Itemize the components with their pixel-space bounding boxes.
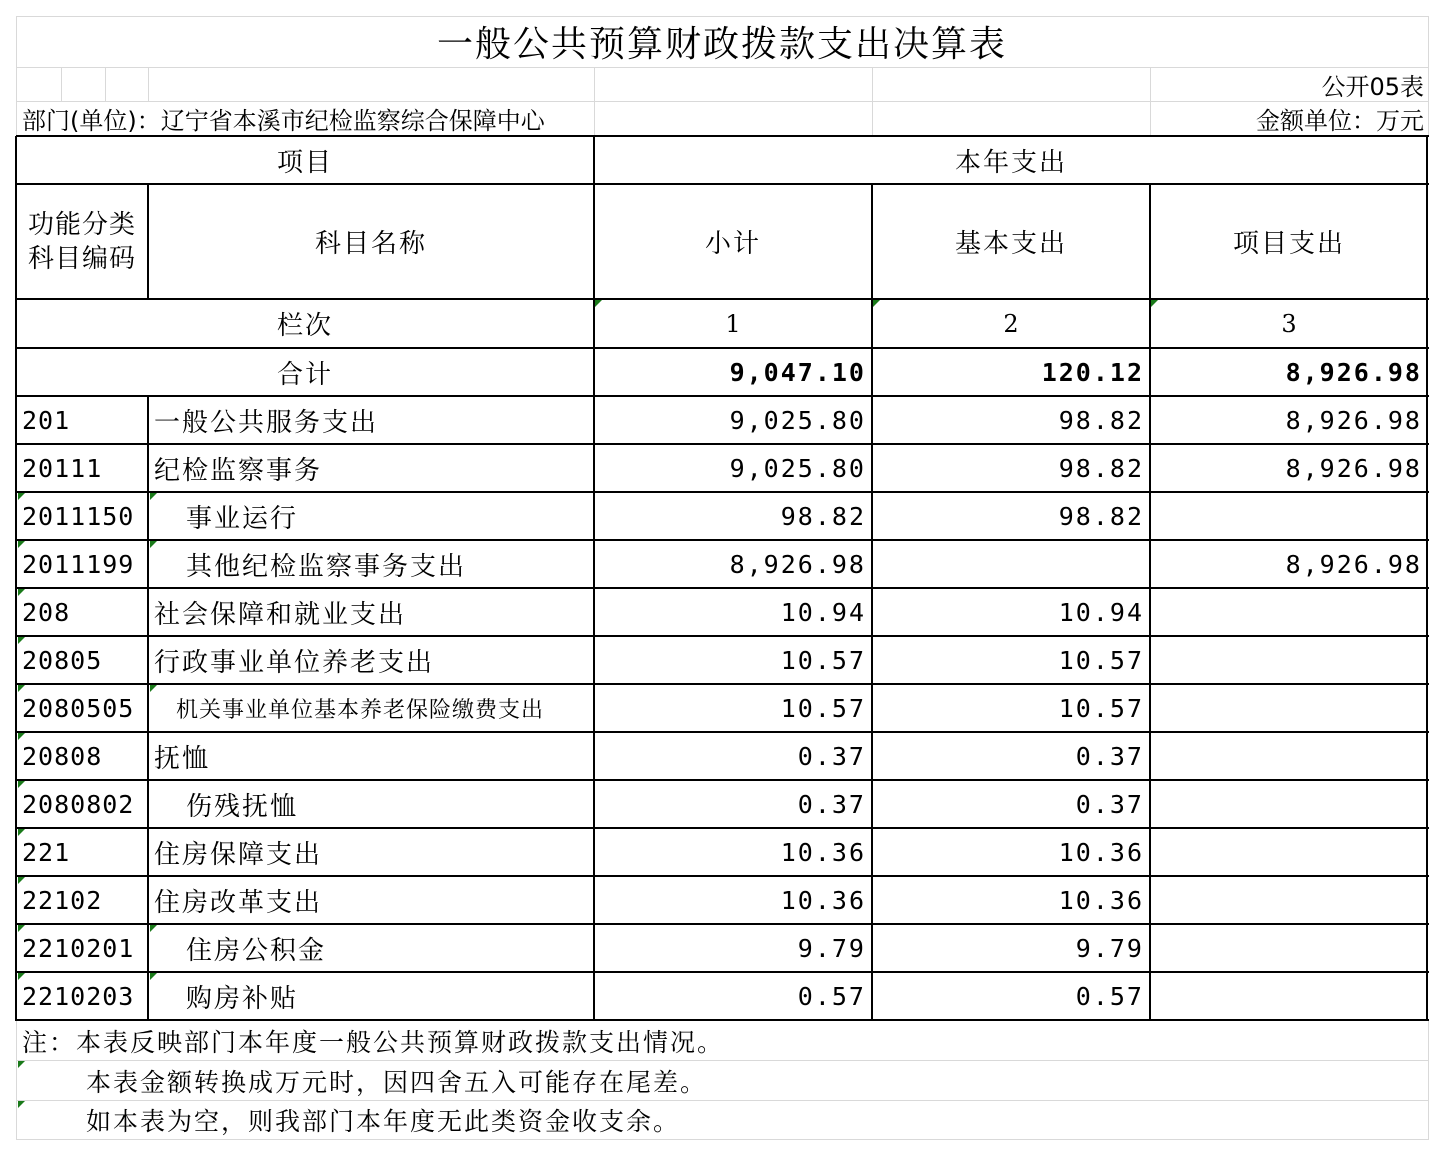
row-project [1150, 684, 1428, 732]
header-project: 项目支出 [1232, 229, 1345, 259]
row-subtotal: 8,926.98 [729, 549, 866, 579]
header-basic: 基本支出 [954, 229, 1067, 259]
row-subtotal: 10.36 [780, 885, 866, 915]
row-basic: 10.36 [1058, 837, 1144, 867]
row-project [1150, 492, 1428, 540]
cell-marker-icon [18, 781, 25, 788]
row-subtotal: 0.37 [797, 789, 866, 819]
row-project [1150, 732, 1428, 780]
cell-marker-icon [150, 925, 157, 932]
cell-marker-icon [150, 685, 157, 692]
header-code: 功能分类 科目编码 [27, 209, 136, 274]
row-name: 住房改革支出 [154, 887, 323, 918]
note-2: 本表金额转换成万元时，因四舍五入可能存在尾差。 [86, 1067, 708, 1097]
row-code: 2011150 [22, 501, 135, 531]
row-code: 22102 [22, 885, 103, 915]
row-project [1150, 828, 1428, 876]
row-code: 2210203 [22, 981, 135, 1011]
cell-marker-icon [18, 877, 25, 884]
row-code: 20808 [22, 741, 103, 771]
col-index-1: 1 [725, 309, 741, 338]
row-index-label: 栏次 [276, 311, 333, 341]
row-subtotal: 10.94 [780, 597, 866, 627]
cell-marker-icon [150, 541, 157, 548]
row-basic: 10.57 [1058, 645, 1144, 675]
row-project [1150, 636, 1428, 684]
row-basic: 10.94 [1058, 597, 1144, 627]
row-basic: 9.79 [1075, 933, 1144, 963]
row-subtotal: 0.37 [797, 741, 866, 771]
cell-marker-icon [18, 493, 25, 500]
cell-marker-icon [18, 733, 25, 740]
row-code: 2011199 [22, 549, 135, 579]
header-item: 项目 [276, 148, 333, 178]
row-name: 纪检监察事务 [154, 455, 323, 486]
total-subtotal: 9,047.10 [729, 357, 866, 387]
row-basic [872, 540, 1150, 588]
row-project [1150, 972, 1428, 1020]
row-subtotal: 0.57 [797, 981, 866, 1011]
page-title: 一般公共预算财政拨款支出决算表 [436, 24, 1007, 65]
cell-marker-icon [18, 685, 25, 692]
row-subtotal: 10.57 [780, 645, 866, 675]
department-label: 部门(单位)：辽宁省本溪市纪检监察综合保障中心 [22, 107, 545, 135]
col-index-2: 2 [1003, 309, 1019, 338]
row-name: 其他纪检监察事务支出 [186, 551, 467, 582]
cell-marker-icon [18, 1101, 25, 1108]
row-subtotal: 10.57 [780, 693, 866, 723]
row-project [1150, 588, 1428, 636]
row-basic: 0.37 [1075, 789, 1144, 819]
note-1: 注：本表反映部门本年度一般公共预算财政拨款支出情况。 [22, 1027, 725, 1057]
header-name: 科目名称 [314, 229, 427, 259]
row-code: 221 [22, 837, 71, 867]
row-subtotal: 98.82 [780, 501, 866, 531]
row-project [1150, 780, 1428, 828]
cell-marker-icon [18, 589, 25, 596]
row-name: 抚恤 [154, 743, 211, 774]
row-project [1150, 924, 1428, 972]
cell-marker-icon [150, 493, 157, 500]
header-year-expense: 本年支出 [954, 148, 1067, 178]
row-name: 机关事业单位基本养老保险缴费支出 [176, 697, 545, 723]
row-basic: 10.36 [1058, 885, 1144, 915]
cell-marker-icon [18, 925, 25, 932]
row-name: 伤残抚恤 [186, 791, 299, 822]
total-label: 合计 [276, 359, 333, 390]
row-code: 208 [22, 597, 71, 627]
cell-marker-icon [595, 300, 602, 307]
row-code: 20805 [22, 645, 103, 675]
col-index-3: 3 [1281, 309, 1297, 338]
cell-marker-icon [18, 541, 25, 548]
row-name: 社会保障和就业支出 [154, 599, 407, 630]
row-name: 行政事业单位养老支出 [154, 647, 435, 678]
row-code: 2210201 [22, 933, 135, 963]
row-basic: 0.37 [1075, 741, 1144, 771]
row-name: 一般公共服务支出 [154, 407, 379, 438]
header-subtotal: 小计 [704, 229, 761, 259]
row-name: 事业运行 [186, 503, 299, 534]
cell-marker-icon [18, 973, 25, 980]
cell-marker-icon [18, 829, 25, 836]
row-name: 住房保障支出 [154, 839, 323, 870]
row-basic: 10.57 [1058, 693, 1144, 723]
row-subtotal: 9,025.80 [729, 405, 866, 435]
cell-marker-icon [150, 973, 157, 980]
row-subtotal: 9.79 [797, 933, 866, 963]
row-project: 8,926.98 [1285, 405, 1422, 435]
row-code: 2080505 [22, 693, 135, 723]
table-code: 公开05表 [1321, 72, 1424, 101]
cell-marker-icon [873, 300, 880, 307]
row-basic: 0.57 [1075, 981, 1144, 1011]
row-basic: 98.82 [1058, 453, 1144, 483]
cell-marker-icon [1151, 300, 1158, 307]
row-name: 住房公积金 [186, 935, 327, 966]
row-code: 2080802 [22, 789, 135, 819]
unit-label: 金额单位：万元 [1256, 107, 1424, 135]
total-basic: 120.12 [1041, 357, 1144, 387]
row-project: 8,926.98 [1285, 453, 1422, 483]
row-code: 20111 [22, 453, 103, 483]
row-project: 8,926.98 [1285, 549, 1422, 579]
row-project [1150, 876, 1428, 924]
cell-marker-icon [18, 1061, 25, 1068]
cell-marker-icon [18, 637, 25, 644]
row-code: 201 [22, 405, 71, 435]
row-subtotal: 9,025.80 [729, 453, 866, 483]
note-3: 如本表为空，则我部门本年度无此类资金收支余。 [86, 1107, 681, 1136]
total-project: 8,926.98 [1285, 357, 1422, 387]
row-basic: 98.82 [1058, 405, 1144, 435]
row-basic: 98.82 [1058, 501, 1144, 531]
row-subtotal: 10.36 [780, 837, 866, 867]
row-name: 购房补贴 [186, 983, 299, 1014]
